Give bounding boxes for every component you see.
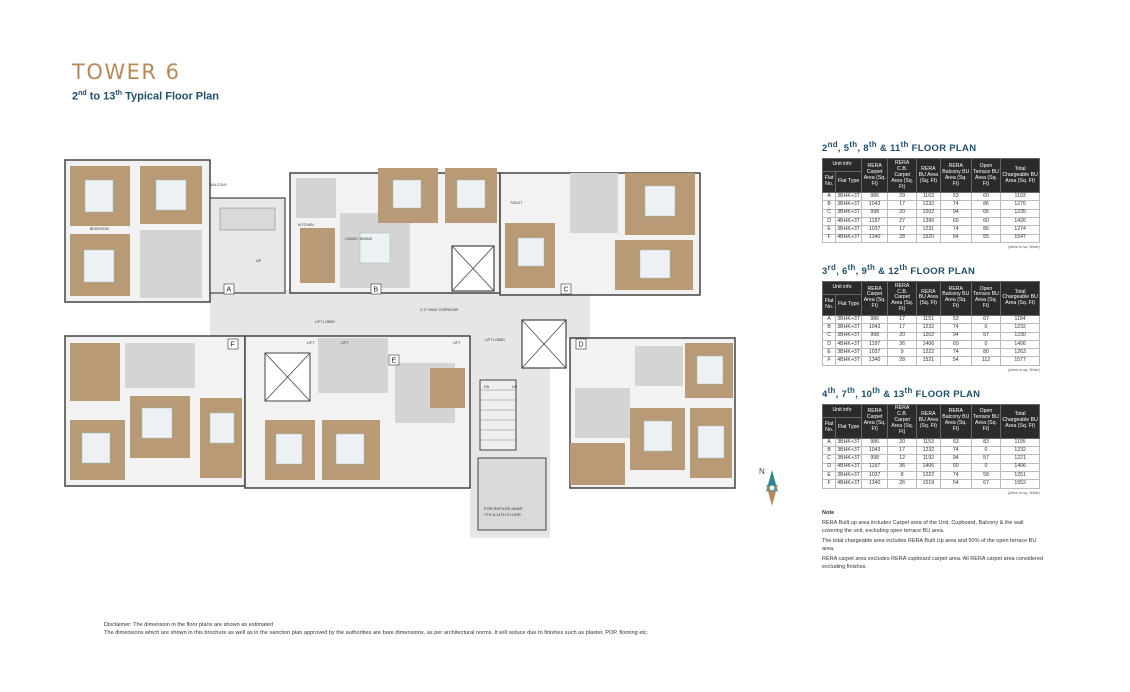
unit-marker-e: E xyxy=(391,357,397,365)
table-cell: 66 xyxy=(971,209,1000,217)
north-compass-icon xyxy=(752,462,792,508)
table-cell: 57 xyxy=(971,332,1000,340)
table-header-cell: Flat Type xyxy=(836,417,862,438)
table-cell: 36 xyxy=(888,340,917,348)
floor-plan xyxy=(60,158,740,540)
table-row xyxy=(823,340,1040,348)
table-note: (Area in sq. ft/mtr) xyxy=(1007,366,1040,372)
table-cell: 17 xyxy=(888,226,917,234)
table-cell: 17 xyxy=(888,447,917,455)
unit-marker-a: A xyxy=(226,286,232,294)
table-cell: 1340 xyxy=(861,480,888,488)
unit-marker-b: B xyxy=(373,286,379,294)
staircase xyxy=(480,380,516,450)
table-cell: 1037 xyxy=(861,349,888,357)
table-row xyxy=(823,217,1040,225)
table-cell: 1192 xyxy=(916,455,940,463)
table-cell: 1037 xyxy=(861,226,888,234)
disclaimer xyxy=(104,621,648,638)
table-title: 2nd, 5th, 8th & 11th FLOOR PLAN xyxy=(822,140,977,155)
table-note: (Area in sq. ft/mtr) xyxy=(1007,489,1040,495)
table-cell: 1263 xyxy=(1001,349,1040,357)
table-cell: 80 xyxy=(971,349,1000,357)
note-line: The total chargeable area includes RERA Built Up area and 50% of the open terrace BU area. xyxy=(822,537,1037,552)
table-cell: 1232 xyxy=(916,447,940,455)
table-header-cell: RERA BU Area (Sq. Ft) xyxy=(916,282,940,316)
lift-lobby-label-2: LIFT LOBBY xyxy=(485,338,506,342)
table-cell: 1193 xyxy=(1001,193,1040,201)
table-cell: 0 xyxy=(971,463,1000,471)
table-cell: 74 xyxy=(940,447,971,455)
unit-f xyxy=(65,336,245,486)
table-cell: 74 xyxy=(940,472,971,480)
unit-d xyxy=(570,338,735,488)
area-table xyxy=(822,158,1040,243)
table-cell: 1184 xyxy=(1001,315,1040,323)
table-cell: E xyxy=(823,349,836,357)
table-cell: 86 xyxy=(971,226,1000,234)
table-cell: 0 xyxy=(971,340,1000,348)
table-row xyxy=(823,455,1040,463)
table-cell: 1426 xyxy=(1001,217,1040,225)
table-header-cell: Unit info xyxy=(823,404,862,417)
table-note: (Area in sq. ft/mtr) xyxy=(1007,243,1040,249)
living-label: LIVING / DINING xyxy=(345,237,373,241)
table-cell: 54 xyxy=(940,234,971,242)
table-title: 3rd, 6th, 9th & 12th FLOOR PLAN xyxy=(822,262,976,278)
table-row xyxy=(823,315,1040,323)
table-cell: 3BHK+3T xyxy=(836,472,862,480)
unit-a xyxy=(65,160,210,302)
table-cell: 1043 xyxy=(861,201,888,209)
table-cell: 54 xyxy=(940,480,971,488)
page-title: TOWER 6 xyxy=(72,60,181,84)
table-cell: 17 xyxy=(888,324,917,332)
table-cell: 986 xyxy=(861,315,888,323)
table-row xyxy=(823,463,1040,471)
balcony-label: BALCONY xyxy=(210,183,228,187)
table-cell: 1340 xyxy=(861,357,888,365)
note-line: RERA Built up area includes Carpet area of the Unit, Cupboard, Balcony & the wall covering the unit, excluding open terrace BU area. xyxy=(822,519,1024,534)
table-cell: 8 xyxy=(888,472,917,480)
table-cell: 1043 xyxy=(861,447,888,455)
table-cell: A xyxy=(823,438,836,446)
table-cell: 1232 xyxy=(916,324,940,332)
table-cell: 53 xyxy=(940,438,971,446)
table-cell: F xyxy=(823,357,836,365)
table-cell: 27 xyxy=(888,217,917,225)
table-cell: 4BHK+3T xyxy=(836,340,862,348)
table-header-cell: Flat No. xyxy=(823,172,836,193)
table-cell: 1197 xyxy=(861,463,888,471)
table-row xyxy=(823,201,1040,209)
table-cell: 1274 xyxy=(1001,226,1040,234)
up-label: UP xyxy=(256,259,261,263)
table-cell: 86 xyxy=(971,201,1000,209)
lift-label-2: LIFT xyxy=(341,341,349,345)
table-cell: 4BHK+3T xyxy=(836,357,862,365)
unit-c xyxy=(500,173,700,295)
table-cell: 3BHK+3T xyxy=(836,324,862,332)
table-row xyxy=(823,226,1040,234)
table-cell: 3BHK+3T xyxy=(836,201,862,209)
area-table xyxy=(822,404,1040,489)
table-header-cell: Flat Type xyxy=(836,295,862,316)
notes-section xyxy=(822,510,1044,574)
table-cell: 3BHK+3T xyxy=(836,349,862,357)
table-cell: 1197 xyxy=(861,217,888,225)
table-header-cell: Open Terrace BU Area (Sq. Ft) xyxy=(971,282,1000,316)
table-cell: 1153 xyxy=(916,438,940,446)
table-cell: 1406 xyxy=(1001,340,1040,348)
table-header-cell: RERA Balcony BU Area (Sq. Ft) xyxy=(940,159,971,193)
table-cell: 53 xyxy=(940,315,971,323)
table-cell: 94 xyxy=(940,455,971,463)
table-row xyxy=(823,349,1040,357)
table-cell: 998 xyxy=(861,332,888,340)
table-cell: E xyxy=(823,226,836,234)
table-cell: 986 xyxy=(861,438,888,446)
unit-marker-f: F xyxy=(230,341,235,349)
table-cell: 1520 xyxy=(916,234,940,242)
lift-lobby-label: LIFT LOBBY xyxy=(315,320,336,324)
up-label-2: UP xyxy=(512,385,517,389)
floor-plan-drawing xyxy=(60,158,740,540)
table-cell: 998 xyxy=(861,209,888,217)
table-cell: 74 xyxy=(940,349,971,357)
table-row xyxy=(823,332,1040,340)
table-cell: C xyxy=(823,455,836,463)
table-cell: 60 xyxy=(971,193,1000,201)
table-cell: 28 xyxy=(888,357,917,365)
table-cell: 3BHK+3T xyxy=(836,193,862,201)
table-cell: 1396 xyxy=(916,217,940,225)
corridor-label: 2'-3" WIDE CORRIDOR xyxy=(420,308,459,312)
table-cell: F xyxy=(823,234,836,242)
table-cell: A xyxy=(823,193,836,201)
table-cell: 60 xyxy=(971,217,1000,225)
table-cell: 4BHK+3T xyxy=(836,480,862,488)
table-header-cell: RERA Carpet Area (Sq. Ft) xyxy=(861,404,888,438)
table-cell: 36 xyxy=(888,463,917,471)
disclaimer-line: The dimensions which are shown in this brochure as well as in the sanction plan approved by the authorities are bare dimensions, as per architectural norms. It will reduce due to finishes such as plaster, POP, flooring etc. xyxy=(104,630,649,637)
table-cell: 1232 xyxy=(916,201,940,209)
table-cell: 3BHK+3T xyxy=(836,447,862,455)
area-table-block xyxy=(822,386,1042,495)
compass-label: N xyxy=(759,467,765,476)
table-cell: 74 xyxy=(940,226,971,234)
table-cell: 0 xyxy=(971,447,1000,455)
lift-label-3: LIFT xyxy=(453,341,461,345)
toilet-label: TOILET xyxy=(510,201,523,205)
table-header-cell: RERA Balcony BU Area (Sq. Ft) xyxy=(940,404,971,438)
dn-label: DN xyxy=(484,385,490,389)
table-cell: B xyxy=(823,201,836,209)
table-cell: 12 xyxy=(888,455,917,463)
table-cell: 57 xyxy=(971,455,1000,463)
table-cell: 3BHK+3T xyxy=(836,455,862,463)
table-cell: 0 xyxy=(971,324,1000,332)
table-header-cell: Unit info xyxy=(823,159,862,172)
table-cell: 1043 xyxy=(861,324,888,332)
table-row xyxy=(823,357,1040,365)
table-cell: 20 xyxy=(888,209,917,217)
table-cell: 17 xyxy=(888,201,917,209)
table-cell: 112 xyxy=(971,357,1000,365)
area-table-block xyxy=(822,263,1042,372)
table-header-cell: Total Chargeable BU Area (Sq. Ft) xyxy=(1001,282,1040,316)
table-title: 4th, 7th, 10th & 13th FLOOR PLAN xyxy=(822,385,981,400)
table-header-cell: Flat No. xyxy=(823,417,836,438)
table-cell: 1195 xyxy=(1001,438,1040,446)
table-cell: 1519 xyxy=(916,480,940,488)
table-cell: B xyxy=(823,447,836,455)
table-cell: 1231 xyxy=(916,226,940,234)
table-cell: 20 xyxy=(888,438,917,446)
table-row xyxy=(823,480,1040,488)
table-cell: 1222 xyxy=(916,349,940,357)
disclaimer-line: Disclaimer: The dimension in the floor plans are shown as estimated xyxy=(104,622,274,628)
table-cell: C xyxy=(823,332,836,340)
table-cell: 1163 xyxy=(916,193,940,201)
table-cell: 17 xyxy=(888,315,917,323)
table-cell: 74 xyxy=(940,201,971,209)
table-cell: B xyxy=(823,324,836,332)
table-header-cell: RERA C.B. Carpet Area (Sq. Ft) xyxy=(888,282,917,316)
table-cell: 4BHK+3T xyxy=(836,217,862,225)
table-cell: E xyxy=(823,472,836,480)
unit-marker-c: C xyxy=(563,286,569,294)
table-header-cell: RERA C.B. Carpet Area (Sq. Ft) xyxy=(888,159,917,193)
notes-heading: Note xyxy=(822,510,835,516)
table-cell: 4BHK+3T xyxy=(836,463,862,471)
table-cell: 1406 xyxy=(916,463,940,471)
table-header-cell: RERA Carpet Area (Sq. Ft) xyxy=(861,282,888,316)
table-row xyxy=(823,193,1040,201)
table-row xyxy=(823,438,1040,446)
table-cell: 58 xyxy=(971,472,1000,480)
table-cell: C xyxy=(823,209,836,217)
table-cell: 1232 xyxy=(1001,324,1040,332)
note-line: RERA carpet area excludes RERA cupboard carpet area. All RERA carpet area considered excluding finishes. xyxy=(822,555,1044,570)
table-cell: 1340 xyxy=(861,234,888,242)
table-cell: 1547 xyxy=(1001,234,1040,242)
table-header-cell: RERA BU Area (Sq. Ft) xyxy=(916,159,940,193)
table-cell: 1552 xyxy=(1001,480,1040,488)
page-subtitle: 2nd to 13th Typical Floor Plan xyxy=(72,90,220,103)
table-cell: D xyxy=(823,217,836,225)
table-row xyxy=(823,472,1040,480)
table-cell: D xyxy=(823,463,836,471)
table-cell: 53 xyxy=(940,193,971,201)
table-header-cell: RERA BU Area (Sq. Ft) xyxy=(916,404,940,438)
table-header-cell: Total Chargeable BU Area (Sq. Ft) xyxy=(1001,404,1040,438)
bedroom-label: BEDROOM xyxy=(90,227,109,231)
table-cell: 60 xyxy=(940,340,971,348)
refuge-label-1: FOR REFUGE NEAR xyxy=(484,506,523,511)
table-cell: 28 xyxy=(888,234,917,242)
table-cell: 1222 xyxy=(916,472,940,480)
lift-label: LIFT xyxy=(307,341,315,345)
table-cell: 1276 xyxy=(1001,201,1040,209)
table-cell: 1251 xyxy=(1001,472,1040,480)
table-cell: 1221 xyxy=(1001,455,1040,463)
table-cell: 3BHK+3T xyxy=(836,315,862,323)
table-cell: 67 xyxy=(971,315,1000,323)
table-cell: 94 xyxy=(940,332,971,340)
table-cell: 3BHK+3T xyxy=(836,209,862,217)
table-cell: 20 xyxy=(888,332,917,340)
table-cell: 94 xyxy=(940,209,971,217)
table-cell: 26 xyxy=(888,480,917,488)
table-cell: F xyxy=(823,480,836,488)
table-header-cell: Flat Type xyxy=(836,172,862,193)
table-row xyxy=(823,234,1040,242)
table-cell: 986 xyxy=(861,193,888,201)
refuge-label-2: 7TH & 11TH FLOOR xyxy=(484,512,521,517)
table-header-cell: Unit info xyxy=(823,282,862,295)
table-header-cell: RERA Balcony BU Area (Sq. Ft) xyxy=(940,282,971,316)
table-cell: 1151 xyxy=(916,315,940,323)
table-cell: 60 xyxy=(940,217,971,225)
table-cell: 67 xyxy=(971,480,1000,488)
area-table xyxy=(822,281,1040,366)
unit-marker-d: D xyxy=(578,341,584,349)
table-cell: 1232 xyxy=(1001,447,1040,455)
table-row xyxy=(823,324,1040,332)
table-row xyxy=(823,447,1040,455)
table-cell: 29 xyxy=(888,193,917,201)
table-cell: 3BHK+3T xyxy=(836,438,862,446)
table-header-cell: Total Chargeable BU Area (Sq. Ft) xyxy=(1001,159,1040,193)
table-header-cell: RERA Carpet Area (Sq. Ft) xyxy=(861,159,888,193)
table-cell: A xyxy=(823,315,836,323)
table-header-cell: Flat No. xyxy=(823,295,836,316)
table-cell: 74 xyxy=(940,324,971,332)
table-cell: 1521 xyxy=(916,357,940,365)
table-cell: 3BHK+3T xyxy=(836,226,862,234)
table-cell: 1577 xyxy=(1001,357,1040,365)
area-table-block xyxy=(822,140,1042,249)
table-cell: 4BHK+3T xyxy=(836,234,862,242)
table-header-cell: Open Terrace BU Area (Sq. Ft) xyxy=(971,159,1000,193)
kitchen-label: KITCHEN xyxy=(298,223,314,227)
table-cell: 1202 xyxy=(916,209,940,217)
table-cell: 3BHK+3T xyxy=(836,332,862,340)
area-tables xyxy=(822,140,1042,505)
table-cell: 55 xyxy=(971,234,1000,242)
table-cell: 83 xyxy=(971,438,1000,446)
table-cell: 60 xyxy=(940,463,971,471)
table-cell: 1406 xyxy=(1001,463,1040,471)
table-cell: 1197 xyxy=(861,340,888,348)
table-cell: 998 xyxy=(861,455,888,463)
table-cell: 1202 xyxy=(916,332,940,340)
table-cell: 1235 xyxy=(1001,209,1040,217)
table-cell: 1037 xyxy=(861,472,888,480)
table-cell: D xyxy=(823,340,836,348)
table-header-cell: Open Terrace BU Area (Sq. Ft) xyxy=(971,404,1000,438)
unit-e xyxy=(245,336,470,488)
table-row xyxy=(823,209,1040,217)
table-cell: 1230 xyxy=(1001,332,1040,340)
table-cell: 1406 xyxy=(916,340,940,348)
table-cell: 9 xyxy=(888,349,917,357)
table-cell: 54 xyxy=(940,357,971,365)
table-header-cell: RERA C.B. Carpet Area (Sq. Ft) xyxy=(888,404,917,438)
